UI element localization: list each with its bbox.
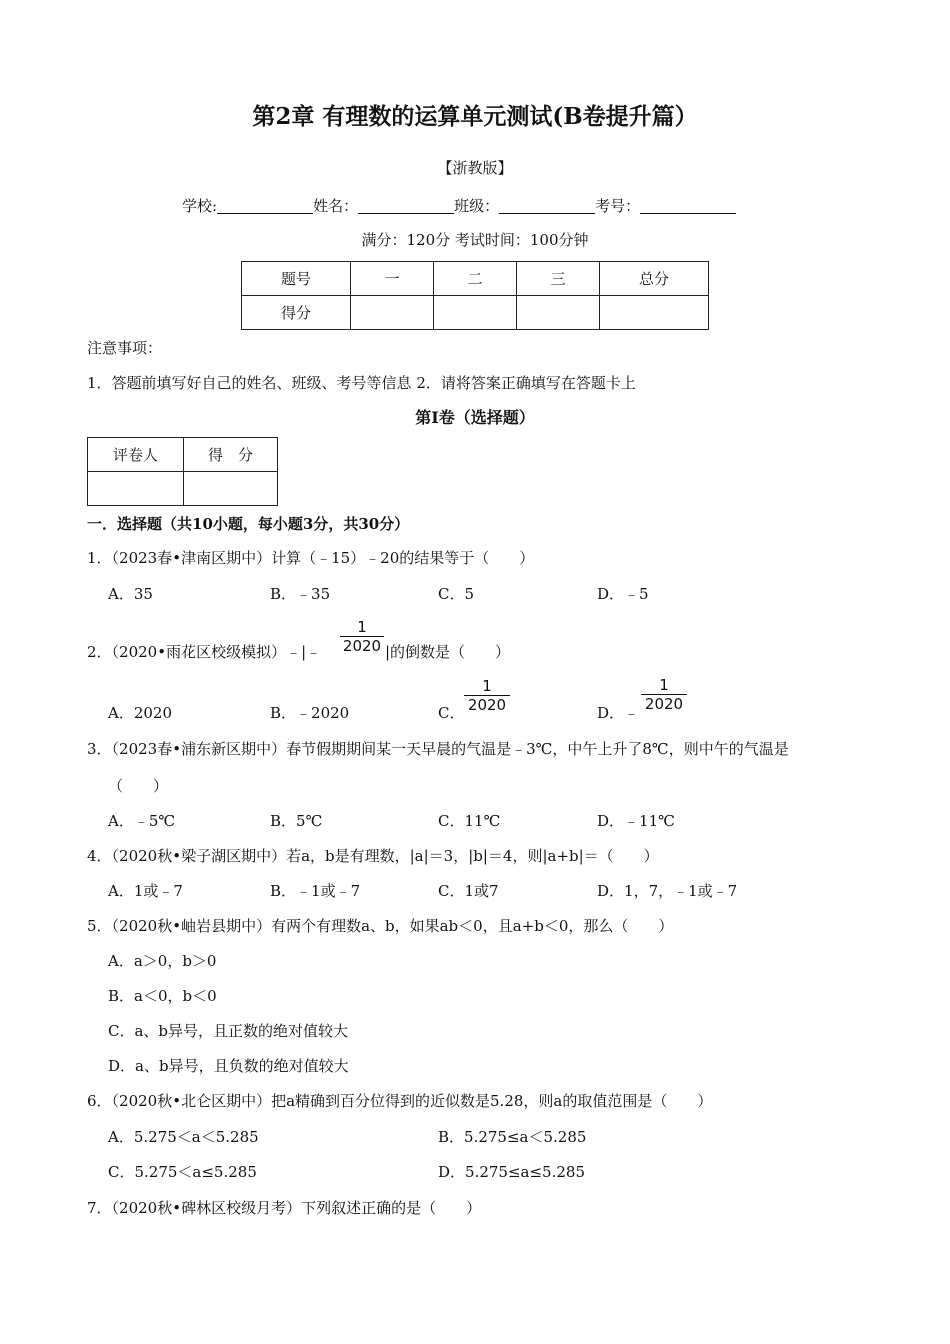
- q1-option-c[interactable]: C．5: [438, 585, 475, 603]
- question-3-stem-cont: （ ）: [108, 777, 169, 795]
- class-label: 班级：: [454, 197, 500, 215]
- q4-option-a[interactable]: A．1或﹣7: [108, 882, 183, 900]
- class-field[interactable]: [499, 197, 595, 214]
- score-header: 总分: [600, 262, 709, 296]
- q2-d-num: 1: [641, 676, 687, 695]
- q4-option-c[interactable]: C．1或7: [438, 882, 499, 900]
- q5-option-d[interactable]: D．a、b异号，且负数的绝对值较大: [108, 1057, 349, 1075]
- grader-header: 评卷人: [88, 438, 184, 472]
- q2-option-c[interactable]: C．: [438, 704, 465, 722]
- school-field[interactable]: [217, 197, 313, 214]
- q2-option-d[interactable]: D．﹣: [597, 704, 640, 722]
- q2-option-a[interactable]: A．2020: [108, 704, 173, 722]
- question-1-stem: 1．（2023春•津南区期中）计算（﹣15）﹣20的结果等于（ ）: [87, 549, 535, 567]
- question-3-stem: 3．（2023春•浦东新区期中）春节假期期间某一天早晨的气温是﹣3℃，中午上升了8℃，则中午的气温是: [87, 740, 789, 758]
- question-2-stem-post: |的倒数是（ ）: [385, 643, 511, 661]
- q6-option-c[interactable]: C．5.275＜a≤5.285: [108, 1163, 257, 1181]
- q1-option-a[interactable]: A．35: [108, 585, 153, 603]
- question-4-stem: 4．（2020秋•梁子湖区期中）若a，b是有理数，|a|＝3，|b|＝4，则|a+b|＝（ ）: [87, 847, 659, 865]
- notice-title: 注意事项：: [87, 339, 163, 357]
- q3-option-c[interactable]: C．11℃: [438, 812, 501, 830]
- q5-option-a[interactable]: A．a＞0，b＞0: [108, 952, 217, 970]
- q2-fraction-num: 1: [340, 618, 384, 637]
- score-cell[interactable]: [600, 296, 709, 330]
- q6-option-a[interactable]: A．5.275＜a＜5.285: [108, 1128, 259, 1146]
- q3-option-b[interactable]: B．5℃: [270, 812, 323, 830]
- q2-c-num: 1: [464, 677, 510, 696]
- name-label: 姓名：: [313, 197, 359, 215]
- grader-cell[interactable]: [184, 472, 278, 506]
- q2-fraction: [340, 618, 384, 655]
- q6-option-b[interactable]: B．5.275≤a＜5.285: [438, 1128, 587, 1146]
- q3-option-d[interactable]: D．﹣11℃: [597, 812, 675, 830]
- score-cell[interactable]: [351, 296, 434, 330]
- question-5-stem: 5．（2020秋•岫岩县期中）有两个有理数a、b，如果ab＜0，且a+b＜0，那么（ ）: [87, 917, 674, 935]
- q3-option-a[interactable]: A．﹣5℃: [108, 812, 176, 830]
- q2-c-den: 2020: [467, 696, 507, 714]
- exam-info: 满分：120分 考试时间：100分钟: [361, 231, 589, 249]
- q1-option-d[interactable]: D．﹣5: [597, 585, 649, 603]
- grader-table: [87, 437, 278, 506]
- score-row-label: 得分: [242, 296, 351, 330]
- score-cell[interactable]: [434, 296, 517, 330]
- q6-option-d[interactable]: D．5.275≤a≤5.285: [438, 1163, 585, 1181]
- name-field[interactable]: [358, 197, 454, 214]
- grader-header: 得 分: [184, 438, 278, 472]
- q2-option-c-fraction: [464, 677, 510, 714]
- school-label: 学校:: [182, 197, 218, 215]
- q2-fraction-den: 2020: [342, 637, 382, 655]
- q4-option-d[interactable]: D．1，7，﹣1或﹣7: [597, 882, 738, 900]
- q5-option-b[interactable]: B．a＜0，b＜0: [108, 987, 217, 1005]
- question-2-stem-pre: 2．（2020•雨花区校级模拟）﹣|﹣: [87, 643, 322, 661]
- grader-cell[interactable]: [88, 472, 184, 506]
- q5-option-c[interactable]: C．a、b异号，且正数的绝对值较大: [108, 1022, 349, 1040]
- q1-option-b[interactable]: B．﹣35: [270, 585, 331, 603]
- exam-no-label: 考号：: [595, 197, 641, 215]
- score-header: 题号: [242, 262, 351, 296]
- question-7-stem: 7．（2020秋•碑林区校级月考）下列叙述正确的是（ ）: [87, 1199, 482, 1217]
- question-6-stem: 6．（2020秋•北仑区期中）把a精确到百分位得到的近似数是5.28，则a的取值范围是（ ）: [87, 1092, 713, 1110]
- q2-option-d-fraction: [641, 676, 687, 713]
- score-header: 一: [351, 262, 434, 296]
- score-table: [241, 261, 709, 330]
- section-title: 第Ⅰ卷（选择题）: [415, 408, 535, 427]
- q4-option-b[interactable]: B．﹣1或﹣7: [270, 882, 361, 900]
- student-info-line: [182, 195, 736, 216]
- score-header: 二: [434, 262, 517, 296]
- q2-option-b[interactable]: B．﹣2020: [270, 704, 350, 722]
- exam-no-field[interactable]: [640, 197, 736, 214]
- q2-d-den: 2020: [644, 695, 684, 713]
- edition-label: 【浙教版】: [437, 159, 513, 177]
- notice-text: 1．答题前填写好自己的姓名、班级、考号等信息 2．请将答案正确填写在答题卡上: [87, 374, 636, 392]
- part-title: 一．选择题（共10小题，每小题3分，共30分）: [87, 515, 410, 533]
- score-cell[interactable]: [517, 296, 600, 330]
- page-title: 第2章 有理数的运算单元测试(B卷提升篇）: [252, 103, 698, 130]
- score-header: 三: [517, 262, 600, 296]
